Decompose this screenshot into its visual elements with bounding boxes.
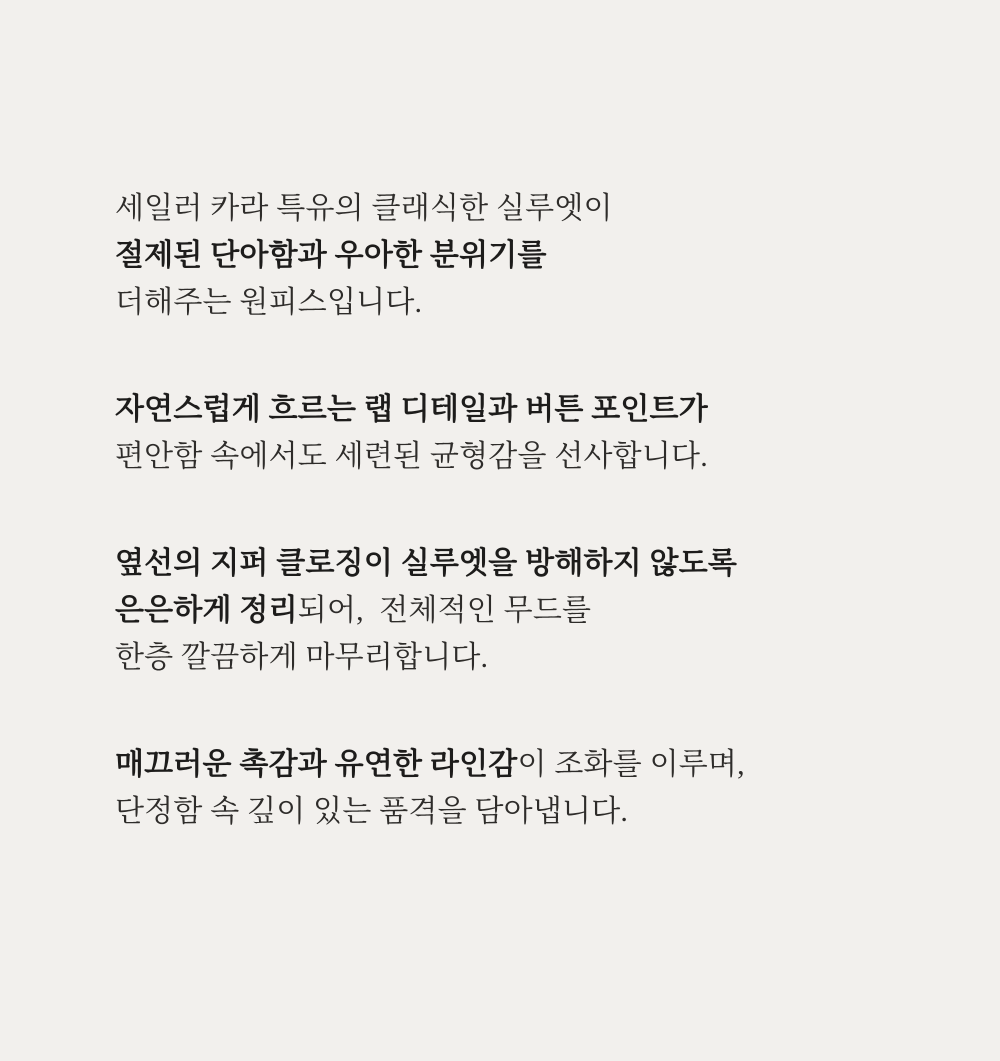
description-line-emphasis: 매끄러운 촉감과 유연한 라인감 <box>115 748 518 781</box>
description-line: 절제된 단아함과 우아한 분위기를 <box>115 239 547 272</box>
description-block-1 <box>115 185 940 326</box>
description-block-4 <box>115 741 940 835</box>
description-line-tail: 되어, 전체적인 무드를 <box>297 594 592 627</box>
description-block-2 <box>115 386 940 480</box>
description-line: 한층 깔끔하게 마무리합니다. <box>115 641 489 674</box>
description-line: 옆선의 지퍼 클로징이 실루엣을 방해하지 않도록 <box>115 547 738 580</box>
description-line: 편안함 속에서도 세련된 균형감을 선사합니다. <box>115 440 708 473</box>
description-block-3 <box>115 540 940 681</box>
description-line: 단정함 속 깊이 있는 품격을 담아냅니다. <box>115 795 629 828</box>
description-line <box>115 587 940 634</box>
description-line <box>115 741 940 788</box>
description-line: 더해주는 원피스입니다. <box>115 286 423 319</box>
description-line-emphasis: 은은하게 정리 <box>115 594 298 627</box>
description-line: 자연스럽게 흐르는 랩 디테일과 버튼 포인트가 <box>115 393 708 426</box>
description-line-tail: 이 조화를 이루며, <box>517 748 745 781</box>
description-line: 세일러 카라 특유의 클래식한 실루엣이 <box>115 192 613 225</box>
